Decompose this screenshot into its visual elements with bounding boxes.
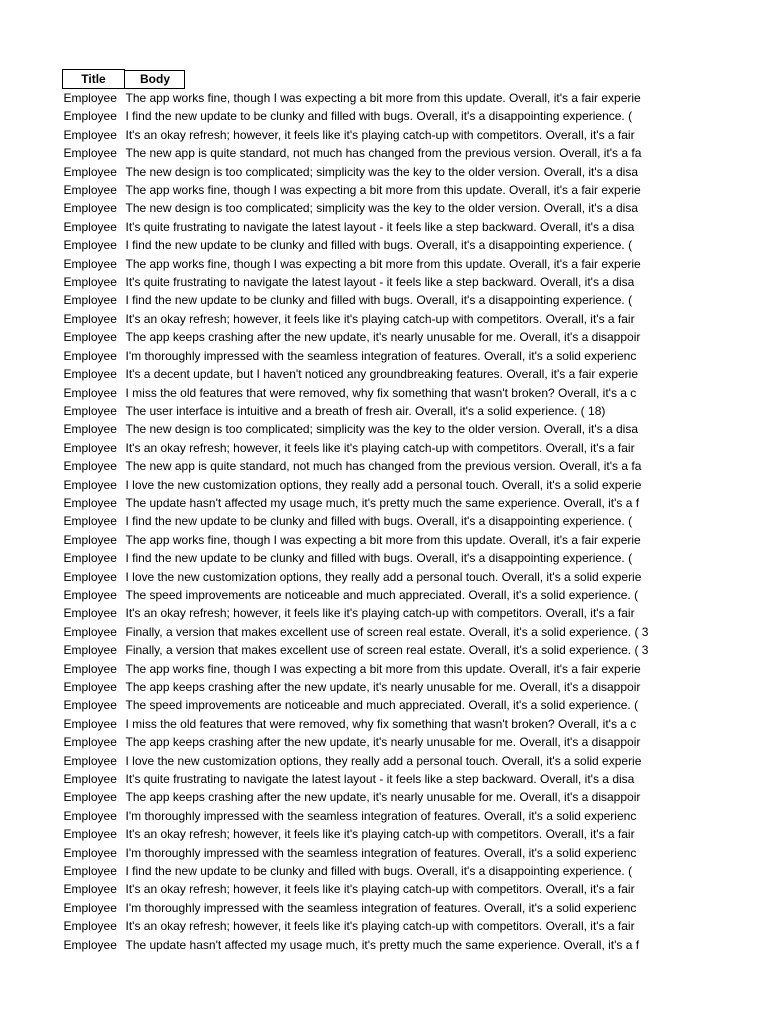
table-body: [63, 89, 669, 955]
cell-title[interactable]: Employee: [63, 753, 117, 768]
table-row: [63, 641, 669, 659]
cell-body[interactable]: The app works fine, though I was expecting a bit more from this update. Overall, it's a fair experie: [125, 183, 641, 198]
cell-body[interactable]: I love the new customization options, they really add a personal touch. Overall, it's a solid experie: [125, 753, 642, 768]
cell-title[interactable]: Employee: [63, 256, 117, 271]
cell-title[interactable]: Employee: [63, 238, 117, 253]
table-row: [63, 715, 669, 733]
table-row: [63, 788, 669, 806]
cell-body[interactable]: I'm thoroughly impressed with the seamless integration of features. Overall, it's a solid experienc: [125, 900, 637, 915]
cell-title[interactable]: Employee: [63, 403, 117, 418]
cell-body[interactable]: The speed improvements are noticeable and much appreciated. Overall, it's a solid experience. (: [125, 698, 639, 713]
table-row: [63, 420, 669, 438]
cell-body[interactable]: The speed improvements are noticeable and much appreciated. Overall, it's a solid experience. (: [125, 587, 639, 602]
cell-title[interactable]: Employee: [63, 864, 117, 879]
cell-title[interactable]: Employee: [63, 827, 117, 842]
cell-title[interactable]: Employee: [63, 532, 117, 547]
table-row: [63, 752, 669, 770]
column-header-title[interactable]: Title: [63, 70, 125, 89]
cell-title[interactable]: Employee: [63, 348, 117, 363]
table-row: [63, 402, 669, 420]
cell-body[interactable]: It's an okay refresh; however, it feels like it's playing catch-up with competitors. Overall, it's a fair: [125, 827, 635, 842]
cell-title[interactable]: Employee: [63, 219, 117, 234]
cell-body[interactable]: I miss the old features that were removed, why fix something that wasn't broken? Overall, it's a c: [125, 716, 637, 731]
table-row: [63, 236, 669, 254]
cell-body[interactable]: The update hasn't affected my usage much, it's pretty much the same experience. Overall, it's a f: [125, 495, 640, 510]
table-row: [63, 273, 669, 291]
cell-body[interactable]: It's a decent update, but I haven't noticed any groundbreaking features. Overall, it's a fair experie: [125, 367, 639, 382]
cell-body[interactable]: It's quite frustrating to navigate the latest layout - it feels like a step backward. Overall, it's a disa: [125, 275, 635, 290]
cell-body[interactable]: The app works fine, though I was expecting a bit more from this update. Overall, it's a fair experie: [125, 532, 641, 547]
cell-body[interactable]: The update hasn't affected my usage much, it's pretty much the same experience. Overall, it's a f: [125, 937, 640, 952]
spreadsheet: [62, 69, 668, 954]
cell-title[interactable]: Employee: [63, 661, 117, 676]
cell-title[interactable]: Employee: [63, 643, 117, 658]
cell-body[interactable]: The app works fine, though I was expecting a bit more from this update. Overall, it's a fair experie: [125, 661, 641, 676]
cell-body[interactable]: It's an okay refresh; however, it feels like it's playing catch-up with competitors. Overall, it's a fair: [125, 919, 635, 934]
cell-body[interactable]: The app keeps crashing after the new update, it's nearly unusable for me. Overall, it's a disappoir: [125, 330, 641, 345]
table-row: [63, 807, 669, 825]
table-row: [63, 899, 669, 917]
cell-body[interactable]: I love the new customization options, they really add a personal touch. Overall, it's a solid experie: [125, 477, 642, 492]
table-row: [63, 199, 669, 217]
cell-body[interactable]: I'm thoroughly impressed with the seamless integration of features. Overall, it's a solid experienc: [125, 845, 637, 860]
cell-title[interactable]: Employee: [63, 698, 117, 713]
table-row: [63, 365, 669, 383]
cell-title[interactable]: Employee: [63, 275, 117, 290]
table-row: [63, 328, 669, 346]
cell-title[interactable]: Employee: [63, 716, 117, 731]
cell-title[interactable]: Employee: [63, 330, 117, 345]
cell-body[interactable]: I find the new update to be clunky and filled with bugs. Overall, it's a disappointing experience. (: [125, 238, 633, 253]
cell-body[interactable]: It's an okay refresh; however, it feels like it's playing catch-up with competitors. Overall, it's a fair: [125, 127, 635, 142]
cell-body[interactable]: The app works fine, though I was expecting a bit more from this update. Overall, it's a fair experie: [125, 90, 641, 105]
table-row: [63, 862, 669, 880]
cell-body[interactable]: I love the new customization options, they really add a personal touch. Overall, it's a solid experie: [125, 569, 642, 584]
cell-body[interactable]: I find the new update to be clunky and filled with bugs. Overall, it's a disappointing experience. (: [125, 109, 633, 124]
cell-body[interactable]: The new design is too complicated; simplicity was the key to the older version. Overall, it's a disa: [125, 164, 639, 179]
cell-body[interactable]: Finally, a version that makes excellent use of screen real estate. Overall, it's a solid experience. ( 3: [125, 643, 649, 658]
cell-title[interactable]: Employee: [63, 385, 117, 400]
table-row: [63, 384, 669, 402]
cell-title[interactable]: Employee: [63, 311, 117, 326]
cell-title[interactable]: Employee: [63, 606, 117, 621]
cell-title[interactable]: Employee: [63, 183, 117, 198]
cell-title[interactable]: Employee: [63, 624, 117, 639]
table-row: [63, 825, 669, 843]
cell-title[interactable]: Employee: [63, 808, 117, 823]
cell-title[interactable]: Employee: [63, 477, 117, 492]
table-row: [63, 126, 669, 144]
table-row: [63, 844, 669, 862]
cell-body[interactable]: I'm thoroughly impressed with the seamless integration of features. Overall, it's a solid experienc: [125, 348, 637, 363]
cell-title[interactable]: Employee: [63, 293, 117, 308]
cell-title[interactable]: Employee: [63, 201, 117, 216]
table-row: [63, 936, 669, 954]
cell-body[interactable]: I find the new update to be clunky and filled with bugs. Overall, it's a disappointing experience. (: [125, 551, 633, 566]
cell-body[interactable]: I find the new update to be clunky and filled with bugs. Overall, it's a disappointing experience. (: [125, 864, 633, 879]
cell-title[interactable]: Employee: [63, 422, 117, 437]
table-row: [63, 770, 669, 788]
table-row: [63, 107, 669, 125]
cell-body[interactable]: The app keeps crashing after the new update, it's nearly unusable for me. Overall, it's a disappoir: [125, 735, 641, 750]
cell-body[interactable]: The user interface is intuitive and a breath of fresh air. Overall, it's a solid experience. ( 18): [125, 403, 606, 418]
cell-body[interactable]: The new app is quite standard, not much has changed from the previous version. Overall, it's a fa: [125, 459, 642, 474]
table-row: [63, 733, 669, 751]
cell-body[interactable]: I find the new update to be clunky and filled with bugs. Overall, it's a disappointing experience. (: [125, 293, 633, 308]
cell-body[interactable]: I miss the old features that were removed, why fix something that wasn't broken? Overall, it's a c: [125, 385, 637, 400]
cell-title[interactable]: Employee: [63, 900, 117, 915]
table-row: [63, 604, 669, 622]
cell-body[interactable]: I find the new update to be clunky and filled with bugs. Overall, it's a disappointing experience. (: [125, 514, 633, 529]
cell-body[interactable]: The app keeps crashing after the new update, it's nearly unusable for me. Overall, it's a disappoir: [125, 790, 641, 805]
table-row: [63, 89, 669, 108]
table-row: [63, 678, 669, 696]
cell-title[interactable]: Employee: [63, 587, 117, 602]
cell-title[interactable]: Employee: [63, 680, 117, 694]
table-row: [63, 144, 669, 162]
table-row: [63, 163, 669, 181]
cell-body[interactable]: The new app is quite standard, not much has changed from the previous version. Overall, it's a fa: [125, 146, 642, 161]
cell-title[interactable]: Employee: [63, 109, 117, 124]
cell-title[interactable]: Employee: [63, 919, 117, 934]
table-row: [63, 880, 669, 898]
table-row: [63, 549, 669, 567]
cell-title[interactable]: Employee: [63, 440, 117, 455]
cell-title[interactable]: Employee: [63, 882, 117, 897]
table-row: [63, 568, 669, 586]
cell-body[interactable]: Finally, a version that makes excellent use of screen real estate. Overall, it's a solid experience. ( 3: [125, 624, 649, 639]
table-row: [63, 291, 669, 309]
cell-title[interactable]: Employee: [63, 514, 117, 529]
table-row: [63, 512, 669, 530]
cell-title[interactable]: Employee: [63, 790, 117, 805]
table-row: [63, 439, 669, 457]
table-row: [63, 917, 669, 935]
table-row: [63, 218, 669, 236]
table-row: [63, 696, 669, 714]
cell-body[interactable]: I'm thoroughly impressed with the seamless integration of features. Overall, it's a solid experienc: [125, 808, 637, 823]
cell-title[interactable]: Employee: [63, 569, 117, 584]
cell-title[interactable]: Employee: [63, 735, 117, 750]
table-row: [63, 623, 669, 641]
reviews-table: [62, 69, 668, 954]
table-row: [63, 531, 669, 549]
cell-title[interactable]: Employee: [63, 127, 117, 142]
cell-title[interactable]: Employee: [63, 146, 117, 161]
cell-body[interactable]: It's an okay refresh; however, it feels like it's playing catch-up with competitors. Overall, it's a fair: [125, 311, 635, 326]
table-row: [63, 660, 669, 678]
cell-title[interactable]: Employee: [63, 495, 117, 510]
cell-body[interactable]: It's quite frustrating to navigate the latest layout - it feels like a step backward. Overall, it's a disa: [125, 772, 635, 787]
cell-title[interactable]: Employee: [63, 459, 117, 474]
cell-body[interactable]: The app keeps crashing after the new update, it's nearly unusable for me. Overall, it's a disappoir: [125, 680, 641, 694]
table-row: [63, 586, 669, 604]
cell-title[interactable]: Employee: [63, 772, 117, 787]
cell-body[interactable]: It's an okay refresh; however, it feels like it's playing catch-up with competitors. Overall, it's a fair: [125, 882, 635, 897]
cell-title[interactable]: Employee: [63, 367, 117, 382]
table-row: [63, 494, 669, 512]
cell-title[interactable]: Employee: [63, 845, 117, 860]
cell-title[interactable]: Employee: [63, 164, 117, 179]
cell-body[interactable]: It's quite frustrating to navigate the latest layout - it feels like a step backward. Overall, it's a disa: [125, 219, 635, 234]
table-row: [63, 255, 669, 273]
table-row: [63, 476, 669, 494]
table-row: [63, 181, 669, 199]
column-header-body[interactable]: Body: [125, 70, 669, 89]
table-row: [63, 457, 669, 475]
cell-body[interactable]: The new design is too complicated; simplicity was the key to the older version. Overall, it's a disa: [125, 201, 639, 216]
table-row: [63, 310, 669, 328]
cell-body[interactable]: It's an okay refresh; however, it feels like it's playing catch-up with competitors. Overall, it's a fair: [125, 440, 635, 455]
cell-title[interactable]: Employee: [63, 937, 117, 952]
table-row: [63, 347, 669, 365]
cell-title[interactable]: Employee: [63, 91, 117, 105]
header-row: [63, 70, 669, 89]
cell-body[interactable]: The app works fine, though I was expecting a bit more from this update. Overall, it's a fair experie: [125, 256, 641, 271]
cell-body[interactable]: The new design is too complicated; simplicity was the key to the older version. Overall, it's a disa: [125, 422, 639, 437]
cell-body[interactable]: It's an okay refresh; however, it feels like it's playing catch-up with competitors. Overall, it's a fair: [125, 606, 635, 621]
cell-title[interactable]: Employee: [63, 551, 117, 566]
